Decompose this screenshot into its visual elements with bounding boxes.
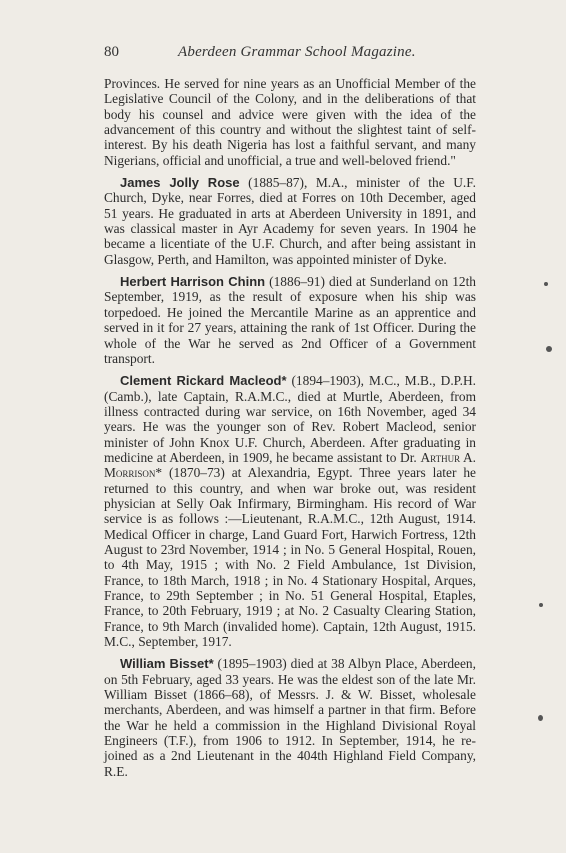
entry-text: (1895–1903) died at 38 Albyn Place, Aberdeen, on 5th February, aged 33 years. He was the eldest son of the late Mr. William Bisset (1866–68), of Messrs. J. & W. Bisset, wholesale merchants, Aberdeen, and was himself a partner in that firm. Before the War he held a commission in the Highland Divisional Royal Engineers (T.F.), from 1906 to 1912. In September, 1914, he re-joined as a 2nd Lieutenant in the 404th Highland Field Company, R.E. [104, 656, 476, 779]
margin-speck-4 [538, 715, 543, 721]
entry-name: Herbert Harrison Chinn [120, 274, 266, 290]
margin-speck-1 [544, 282, 548, 286]
obituary-entry-chinn [104, 274, 476, 366]
entry-name: Clement Rickard Macleod* [120, 373, 287, 389]
entry-name: William Bisset* [120, 656, 214, 672]
entry-text: (1886–91) died at Sunderland on 12th September, 1919, as the result of exposure when his ship was torpedoed. He joined the Mercantile Marine as an apprentice and served in it for 27 years, attaining the rank of 1st Officer. During the whole of the War he served as 2nd Officer of a Government transport. [104, 274, 477, 366]
margin-speck-2 [546, 346, 552, 352]
obituary-entry-macleod [104, 373, 476, 649]
paragraph-text: Provinces. He served for nine years as an Unofficial Member of the Legislative Council of the Colony, and in the deliberations of that body his counsel and advice were given with the idea of the advancement of this country and without the slightest taint of self-interest. By his death Nigeria has lost a faithful servant, and many Nigerians, official and unofficial, a true and well-beloved friend." [104, 76, 476, 168]
article-body [104, 76, 476, 786]
entry-name: James Jolly Rose [120, 175, 240, 191]
paragraph-continuation [104, 76, 476, 168]
margin-speck-3 [539, 603, 543, 607]
page-header [104, 44, 474, 64]
obituary-entry-rose [104, 175, 476, 267]
entry-text: (1885–87), M.A., minister of the U.F. Church, Dyke, near Forres, died at Forres on 10th December, aged 51 years. He graduated in arts at Aberdeen University in 1891, and was classical master in Ayr Academy for seven years. In 1904 he became a licentiate of the U.F. Church, and after being assistant in Glasgow, Perth, and Hamilton, was appointed minister of Dyke. [104, 175, 476, 267]
running-title: Aberdeen Grammar School Magazine. [178, 44, 416, 60]
obituary-entry-bisset [104, 656, 476, 779]
entry-text-part-b: (1870–73) at Alexandria, Egypt. Three years later he returned to this country, and when war broke out, was resident physician at Selly Oak Infirmary, Birmingham. His record of War service is as follows :—Lieutenant, R.A.M.C., 12th August, 1914. Medical Officer in charge, Land Guard Fort, Harwich Fortress, 12th August to 23rd November, 1914 ; in No. 5 General Hospital, Rouen, to 4th May, 1915 ; with No. 2 Field Ambulance, 1st Division, France, to 18th March, 1918 ; in No. 4 Stationary Hospital, Arques, France, to 29th September ; in No. 51 General Hospital, Etaples, France, to 20th February, 1919 ; at No. 2 Casualty Clearing Station, France, to 9th March (invalided home). Captain, 12th August, 1915. M.C., September, 1917. [104, 465, 476, 650]
entry-small-caps-name: Arthur A. Morrison* [104, 449, 476, 481]
entry-text-part-a: (1894–1903), M.C., M.B., D.P.H. (Camb.), late Captain, R.A.M.C., died at Murtle, Aberdeen, from illness contracted during war service, on 16th November, aged 34 years. He was the younger son of Rev. Robert Macleod, senior minister of John Knox U.F. Church, Aberdeen. After graduating in medicine at Aberdeen, in 1909, he became assistant to Dr. [104, 373, 476, 465]
page-number: 80 [104, 44, 119, 60]
